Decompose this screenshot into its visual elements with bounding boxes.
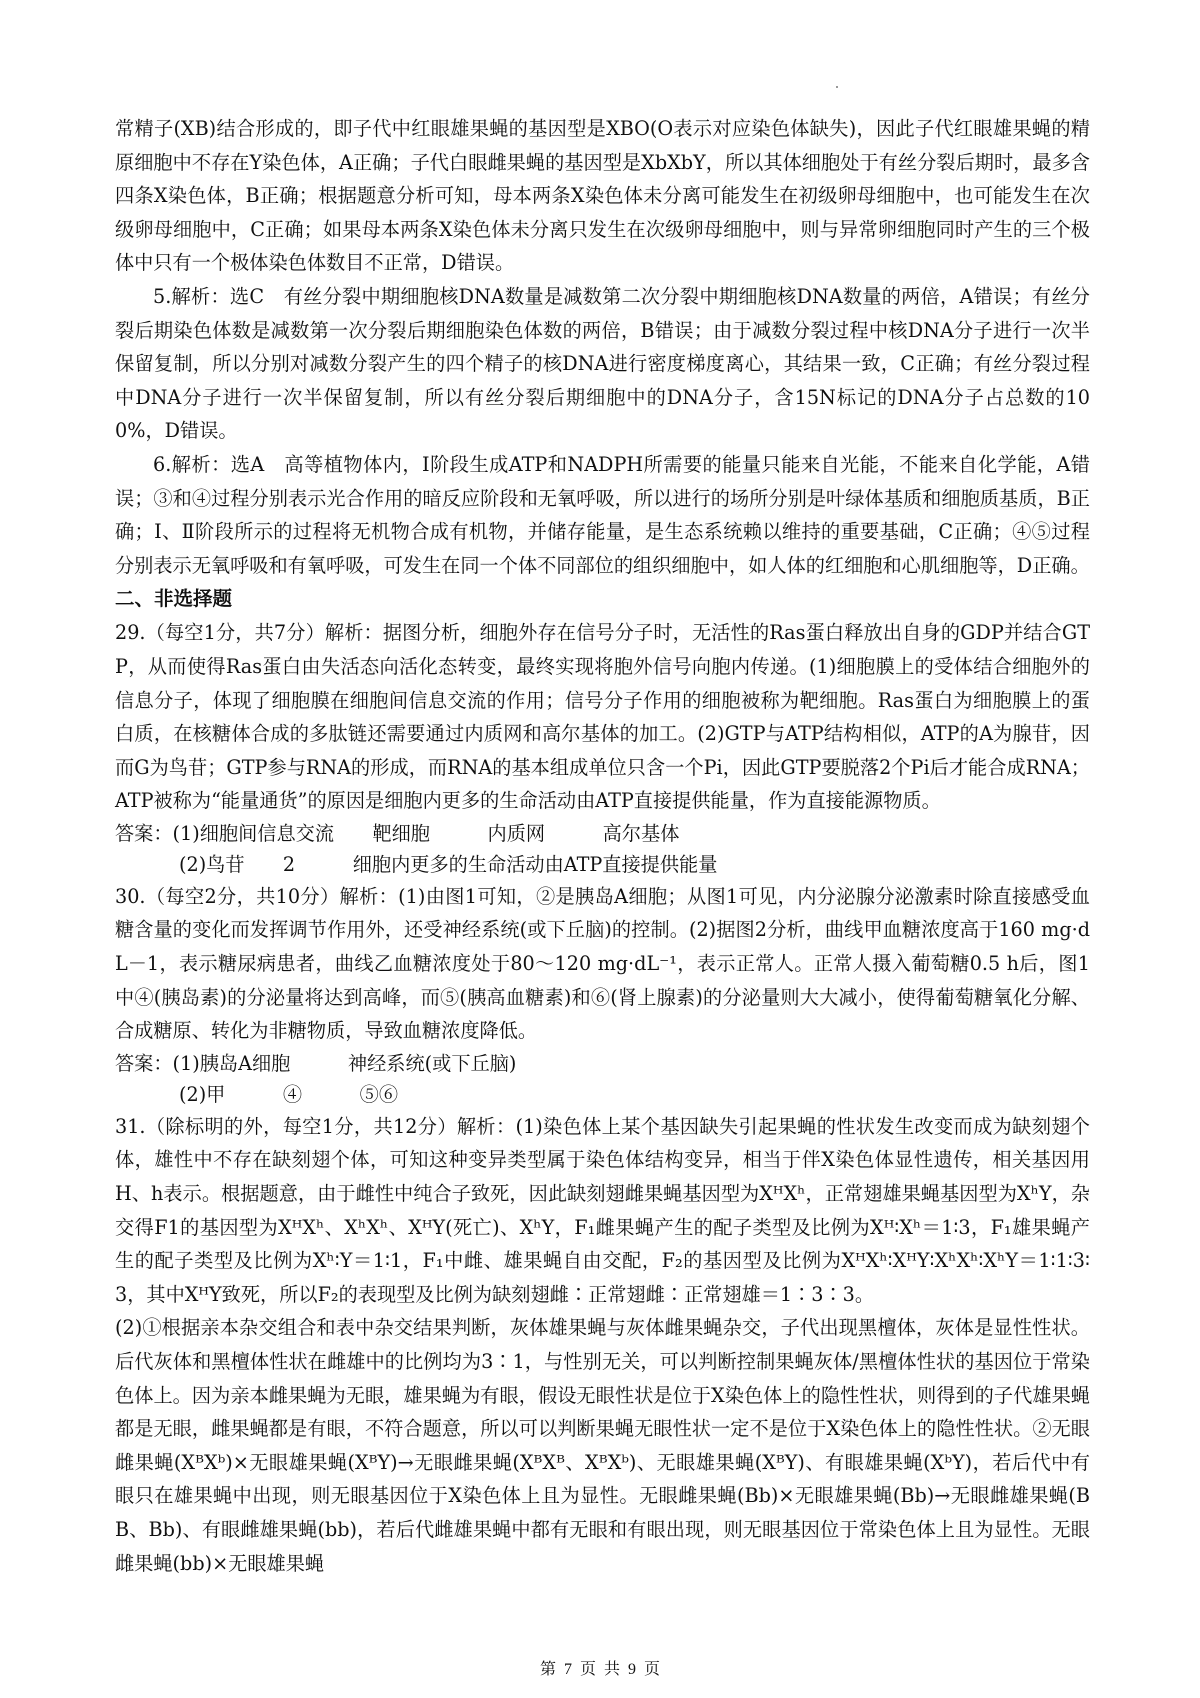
answer-content xyxy=(115,112,1090,1580)
paragraph-q6: 6.解析：选A 高等植物体内，Ⅰ阶段生成ATP和NADPH所需要的能量只能来自光能，不能来自化学能，A错误；③和④过程分别表示光合作用的暗反应阶段和无氧呼吸，所以进行的场所分别是叶绿体基质和细胞质基质，B正确；Ⅰ、Ⅱ阶段所示的过程将无机物合成有机物，并储存能量，是生态系统赖以维持的重要基础，C正确；④⑤过程分别表示无氧呼吸和有氧呼吸，可发生在同一个体不同部位的组织细胞中，如人体的红细胞和心肌细胞等，D正确。 xyxy=(115,452,1090,577)
paragraph-q4-continued: 常精子(XB)结合形成的，即子代中红眼雄果蝇的基因型是XBO(O表示对应染色体缺失)，因此子代红眼雄果蝇的精原细胞中不存在Y染色体，A正确；子代白眼雌果蝇的基因型是XbXbY，所以其体细胞处于有丝分裂后期时，最多含四条X染色体，B正确；根据题意分析可知，母本两条X染色体未分离可能发生在初级卵母细胞中，也可能发生在次级卵母细胞中，C正确；如果母本两条X染色体未分离只发生在次级卵母细胞中，则与异常卵细胞同时产生的三个极体中只有一个极体染色体数目不正常，D错误。 xyxy=(115,117,1090,275)
paragraph-q31-part2: (2)①根据亲本杂交组合和表中杂交结果判断，灰体雄果蝇与灰体雌果蝇杂交，子代出现黑檀体，灰体是显性性状。后代灰体和黑檀体性状在雌雄中的比例均为3∶1，与性别无关，可以判断控制果蝇灰体/黑檀体性状的基因位于常染色体上。因为亲本雌果蝇为无眼，雄果蝇为有眼，假设无眼性状是位于X染色体上的隐性性状，则得到的子代雄果蝇都是无眼，雌果蝇都是有眼，不符合题意，所以可以判断果蝇无眼性状一定不是位于X染色体上的隐性性状。②无眼雌果蝇(XᴮXᵇ)×无眼雄果蝇(XᴮY)→无眼雌果蝇(XᴮXᴮ、XᴮXᵇ)、无眼雄果蝇(XᴮY)、有眼雄果蝇(XᵇY)，若后代中有眼只在雄果蝇中出现，则无眼基因位于X染色体上且为显性。无眼雌果蝇(Bb)×无眼雄果蝇(Bb)→无眼雌雄果蝇(BB、Bb)、有眼雌雄果蝇(bb)，若后代雌雄果蝇中都有无眼和有眼出现，则无眼基因位于常染色体上且为显性。无眼雌果蝇(bb)×无眼雄果蝇 xyxy=(115,1316,1090,1575)
paragraph-q29: 29.（每空1分，共7分）解析：据图分析，细胞外存在信号分子时，无活性的Ras蛋白释放出自身的GDP并结合GTP，从而使得Ras蛋白由失活态向活化态转变，最终实现将胞外信号向胞内传递。(1)细胞膜上的受体结合细胞外的信息分子，体现了细胞膜在细胞间信息交流的作用；信号分子作用的细胞被称为靶细胞。Ras蛋白为细胞膜上的蛋白质，在核糖体合成的多肽链还需要通过内质网和高尔基体的加工。(2)GTP与ATP结构相似，ATP的A为腺苷，因而G为鸟苷；GTP参与RNA的形成，而RNA的基本组成单位只含一个Pi，因此GTP要脱落2个Pi后才能合成RNA；ATP被称为“能量通货”的原因是细胞内更多的生命活动由ATP直接提供能量，作为直接能源物质。 xyxy=(115,621,1090,813)
page-footer: 第 7 页 共 9 页 xyxy=(539,1661,660,1678)
paragraph-q5: 5.解析：选C 有丝分裂中期细胞核DNA数量是减数第二次分裂中期细胞核DNA数量的两倍，A错误；有丝分裂后期染色体数是减数第一次分裂后期细胞染色体数的两倍，B错误；由于减数分裂过程中核DNA分子进行一次半保留复制，所以分别对减数分裂产生的四个精子的核DNA进行密度梯度离心，其结果一致，C正确；有丝分裂过程中DNA分子进行一次半保留复制，所以有丝分裂后期细胞中的DNA分子，含15N标记的DNA分子占总数的100%，D错误。 xyxy=(115,284,1090,443)
answer-q29-line2: (2)鸟苷 2 细胞内更多的生命活动由ATP直接提供能量 xyxy=(179,852,718,876)
answer-q30-line1: 答案：(1)胰岛A细胞 神经系统(或下丘脑) xyxy=(115,1051,517,1075)
scan-speck xyxy=(836,86,838,88)
answer-q30-line2: (2)甲 ④ ⑤⑥ xyxy=(179,1082,399,1106)
paragraph-q30: 30.（每空2分，共10分）解析：(1)由图1可知，②是胰岛A细胞；从图1可见，内分泌腺分泌激素时除直接感受血糖含量的变化而发挥调节作用外，还受神经系统(或下丘脑)的控制。(2)据图2分析，曲线甲血糖浓度高于160 mg·dL－1，表示糖尿病患者，曲线乙血糖浓度处于80～120 mg·dL⁻¹，表示正常人。正常人摄入葡萄糖0.5 h后，图1中④(胰岛素)的分泌量将达到高峰，而⑤(胰高血糖素)和⑥(肾上腺素)的分泌量则大大减小，使得葡萄糖氧化分解、合成糖原、转化为非糖物质，导致血糖浓度降低。 xyxy=(115,884,1090,1043)
paragraph-q31: 31.（除标明的外，每空1分，共12分）解析：(1)染色体上某个基因缺失引起果蝇的性状发生改变而成为缺刻翅个体，雄性中不存在缺刻翅个体，可知这种变异类型属于染色体结构变异，相当于伴X染色体显性遗传，相关基因用H、h表示。根据题意，由于雌性中纯合子致死，因此缺刻翅雌果蝇基因型为XᴴXʰ，正常翅雄果蝇基因型为XʰY，杂交得F1的基因型为XᴴXʰ、XʰXʰ、XᴴY(死亡)、XʰY，F₁雌果蝇产生的配子类型及比例为Xᴴ∶Xʰ＝1∶3，F₁雄果蝇产生的配子类型及比例为Xʰ∶Y＝1∶1，F₁中雌、雄果蝇自由交配，F₂的基因型及比例为XᴴXʰ∶XᴴY∶XʰXʰ∶XʰY＝1∶1∶3∶3，其中XᴴY致死，所以F₂的表现型及比例为缺刻翅雌∶正常翅雌∶正常翅雄＝1∶3∶3。 xyxy=(115,1114,1090,1306)
section-heading-nonchoice: 二、非选择题 xyxy=(115,587,233,611)
answer-q29-line1: 答案：(1)细胞间信息交流 靶细胞 内质网 高尔基体 xyxy=(115,821,680,845)
